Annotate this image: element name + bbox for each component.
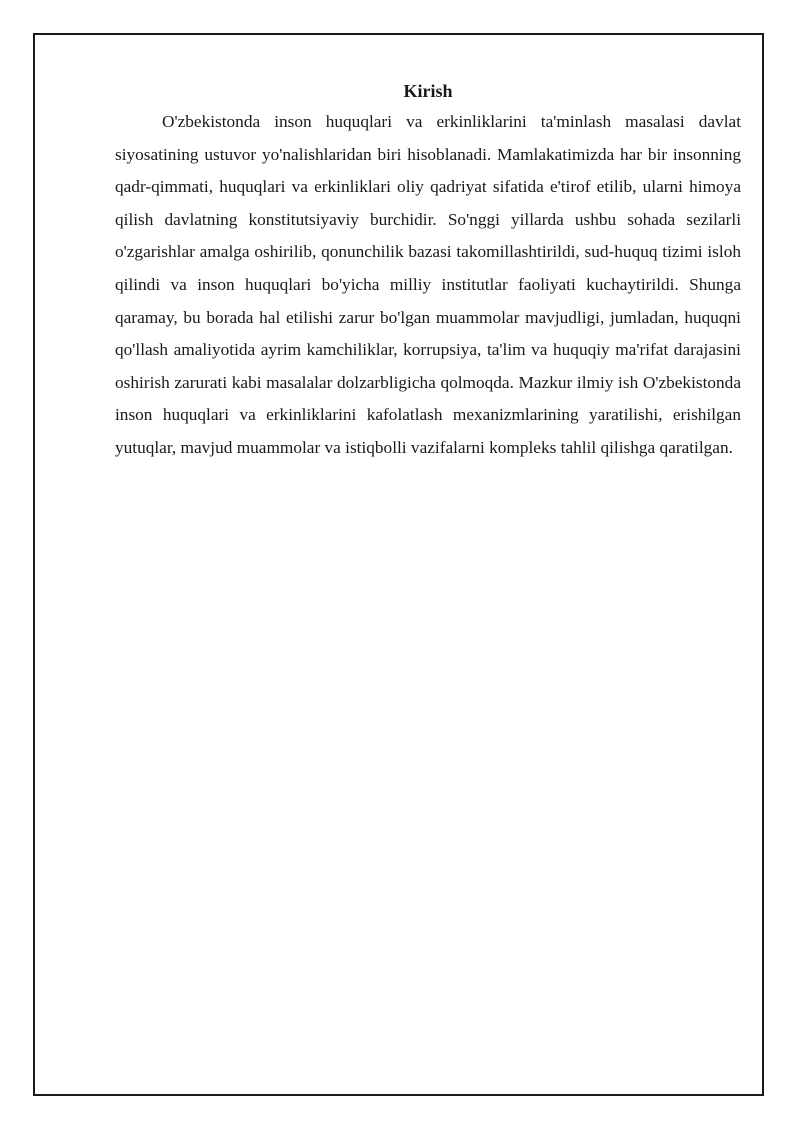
page-border (33, 33, 764, 1096)
intro-paragraph: O'zbekistonda inson huquqlari va erkinliklarini ta'minlash masalasi davlat siyosatining ustuvor yo'nalishlaridan biri hisoblanadi. Mamlakatimizda har bir insonning qadr-qimmati, huquqlari va erkinliklari oliy qadriyat sifatida e'tirof etilib, ularni himoya qilish davlatning konstitutsiyaviy burchidir. So'nggi yillarda ushbu sohada sezilarli o'zgarishlar amalga oshirilib, qonunchilik bazasi takomillashtirildi, sud-huquq tizimi isloh qilindi va inson huquqlari bo'yicha milliy institutlar faoliyati kuchaytirildi. Shunga qaramay, bu borada hal etilishi zarur bo'lgan muammolar mavjudligi, jumladan, huquqni qo'llash amaliyotida ayrim kamchiliklar, korrupsiya, ta'lim va huquqiy ma'rifat darajasini oshirish zarurati kabi masalalar dolzarbligicha qolmoqda. Mazkur ilmiy ish O'zbekistonda inson huquqlari va erkinliklarini kafolatlash mexanizmlarining yaratilishi, erishilgan yutuqlar, mavjud muammolar va istiqbolli vazifalarni kompleks tahlil qilishga qaratilgan. (115, 112, 741, 457)
document-body (115, 80, 741, 465)
section-heading: Kirish (403, 81, 453, 101)
